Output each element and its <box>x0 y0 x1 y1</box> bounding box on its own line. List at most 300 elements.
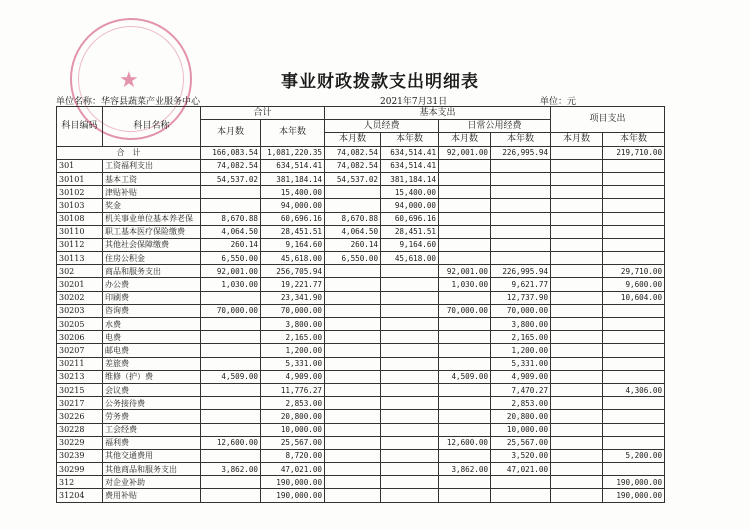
amount-cell <box>381 331 439 344</box>
page-title: 事业财政拨款支出明细表 <box>281 72 479 92</box>
amount-cell <box>381 265 439 278</box>
amount-cell: 70,000.00 <box>201 304 261 317</box>
amount-cell <box>381 344 439 357</box>
amount-cell <box>381 291 439 304</box>
amount-cell: 20,800.00 <box>261 410 325 423</box>
amount-cell <box>201 318 261 331</box>
table-row <box>57 436 665 449</box>
amount-cell: 1,200.00 <box>261 344 325 357</box>
amount-cell: 3,800.00 <box>261 318 325 331</box>
amount-cell: 12,600.00 <box>201 436 261 449</box>
amount-cell <box>491 252 551 265</box>
amount-cell <box>603 238 665 251</box>
amount-cell: 5,331.00 <box>491 357 551 370</box>
header-code: 科目编码 <box>57 107 103 147</box>
table-row <box>57 449 665 462</box>
amount-cell <box>325 186 381 199</box>
amount-cell <box>491 172 551 185</box>
header-daily-year: 本年数 <box>491 133 551 146</box>
amount-cell <box>491 199 551 212</box>
amount-cell <box>201 489 261 502</box>
amount-cell <box>603 410 665 423</box>
table-row <box>57 199 665 212</box>
amount-cell <box>439 159 491 172</box>
amount-cell <box>439 449 491 462</box>
account-code: 30226 <box>57 410 103 423</box>
amount-cell <box>603 423 665 436</box>
table-row <box>57 357 665 370</box>
amount-cell <box>325 318 381 331</box>
amount-cell <box>603 172 665 185</box>
amount-cell <box>325 357 381 370</box>
amount-cell: 74,082.54 <box>201 159 261 172</box>
amount-cell: 2,853.00 <box>491 397 551 410</box>
table-row <box>57 476 665 489</box>
account-code: 302 <box>57 265 103 278</box>
account-name: 电费 <box>103 331 201 344</box>
account-name: 办公费 <box>103 278 201 291</box>
amount-cell: 94,000.00 <box>261 199 325 212</box>
total-row <box>57 146 665 159</box>
account-name: 维修（护）费 <box>103 370 201 383</box>
table-row <box>57 186 665 199</box>
amount-cell: 381,184.14 <box>261 172 325 185</box>
amount-cell <box>491 159 551 172</box>
amount-cell <box>439 252 491 265</box>
account-code: 30102 <box>57 186 103 199</box>
amount-cell <box>551 476 603 489</box>
amount-cell <box>551 212 603 225</box>
amount-cell: 45,618.00 <box>381 252 439 265</box>
account-name: 商品和服务支出 <box>103 265 201 278</box>
amount-cell: 54,537.02 <box>201 172 261 185</box>
table-row <box>57 265 665 278</box>
header-project-month: 本月数 <box>551 133 603 146</box>
header-project-year: 本年数 <box>603 133 665 146</box>
header-row-1 <box>57 107 665 120</box>
account-name: 劳务费 <box>103 410 201 423</box>
account-code: 30110 <box>57 225 103 238</box>
amount-cell: 3,862.00 <box>201 463 261 476</box>
account-name: 印刷费 <box>103 291 201 304</box>
amount-cell: 47,021.00 <box>491 463 551 476</box>
amount-cell: 2,165.00 <box>491 331 551 344</box>
amount-cell <box>603 344 665 357</box>
amount-cell: 28,451.51 <box>381 225 439 238</box>
amount-cell: 10,604.00 <box>603 291 665 304</box>
amount-cell: 25,567.00 <box>491 436 551 449</box>
amount-cell <box>551 436 603 449</box>
amount-cell: 3,520.00 <box>491 449 551 462</box>
account-code: 30201 <box>57 278 103 291</box>
account-code: 30103 <box>57 199 103 212</box>
amount-cell <box>201 357 261 370</box>
amount-cell <box>439 476 491 489</box>
amount-cell: 9,164.60 <box>261 238 325 251</box>
amount-cell: 92,001.00 <box>439 265 491 278</box>
account-code: 30113 <box>57 252 103 265</box>
amount-cell <box>381 304 439 317</box>
amount-cell <box>325 331 381 344</box>
amount-cell: 4,509.00 <box>201 370 261 383</box>
amount-cell: 190,000.00 <box>603 476 665 489</box>
amount-cell <box>491 489 551 502</box>
amount-cell <box>381 436 439 449</box>
account-name: 差旅费 <box>103 357 201 370</box>
total-cell: 219,710.00 <box>603 146 665 159</box>
amount-cell <box>325 423 381 436</box>
total-cell: 226,995.94 <box>491 146 551 159</box>
amount-cell <box>325 383 381 396</box>
amount-cell <box>325 265 381 278</box>
account-name: 水费 <box>103 318 201 331</box>
table-row <box>57 397 665 410</box>
account-name: 工会经费 <box>103 423 201 436</box>
header-name: 科目名称 <box>103 107 201 147</box>
amount-cell <box>551 397 603 410</box>
amount-cell: 94,000.00 <box>381 199 439 212</box>
table-row <box>57 278 665 291</box>
amount-cell <box>201 449 261 462</box>
account-code: 30112 <box>57 238 103 251</box>
amount-cell: 47,021.00 <box>261 463 325 476</box>
amount-cell <box>603 318 665 331</box>
table-row <box>57 370 665 383</box>
amount-cell <box>439 383 491 396</box>
table-row <box>57 304 665 317</box>
amount-cell: 92,001.00 <box>201 265 261 278</box>
table-row <box>57 225 665 238</box>
amount-cell: 11,776.27 <box>261 383 325 396</box>
account-name: 其他商品和服务支出 <box>103 463 201 476</box>
amount-cell <box>439 212 491 225</box>
amount-cell <box>439 172 491 185</box>
amount-cell <box>551 331 603 344</box>
amount-cell <box>551 199 603 212</box>
account-code: 30215 <box>57 383 103 396</box>
account-code: 30229 <box>57 436 103 449</box>
amount-cell <box>201 397 261 410</box>
account-code: 30205 <box>57 318 103 331</box>
amount-cell: 7,470.27 <box>491 383 551 396</box>
amount-cell <box>439 331 491 344</box>
account-name: 津贴补贴 <box>103 186 201 199</box>
header-total-month: 本月数 <box>201 120 261 146</box>
header-personnel-year: 本年数 <box>381 133 439 146</box>
account-name: 福利费 <box>103 436 201 449</box>
account-name: 其他交通费用 <box>103 449 201 462</box>
amount-cell <box>603 357 665 370</box>
header-daily: 日常公用经费 <box>439 120 551 133</box>
amount-cell <box>325 489 381 502</box>
amount-cell: 4,509.00 <box>439 370 491 383</box>
amount-cell: 2,165.00 <box>261 331 325 344</box>
amount-cell <box>325 436 381 449</box>
amount-cell: 8,720.00 <box>261 449 325 462</box>
amount-cell <box>551 304 603 317</box>
amount-cell <box>551 278 603 291</box>
amount-cell <box>325 449 381 462</box>
amount-cell: 190,000.00 <box>261 476 325 489</box>
amount-cell <box>491 225 551 238</box>
amount-cell <box>439 318 491 331</box>
amount-cell <box>491 212 551 225</box>
amount-cell <box>439 225 491 238</box>
amount-cell: 5,331.00 <box>261 357 325 370</box>
amount-cell <box>603 370 665 383</box>
table-row <box>57 318 665 331</box>
amount-cell <box>439 397 491 410</box>
amount-cell <box>381 449 439 462</box>
amount-cell <box>381 476 439 489</box>
amount-cell <box>551 225 603 238</box>
account-code: 30101 <box>57 172 103 185</box>
amount-cell: 19,221.77 <box>261 278 325 291</box>
account-code: 312 <box>57 476 103 489</box>
account-name: 邮电费 <box>103 344 201 357</box>
amount-cell <box>381 278 439 291</box>
amount-cell: 634,514.41 <box>381 159 439 172</box>
amount-cell <box>439 357 491 370</box>
account-code: 30207 <box>57 344 103 357</box>
amount-cell: 15,400.00 <box>381 186 439 199</box>
amount-cell <box>325 291 381 304</box>
amount-cell: 20,800.00 <box>491 410 551 423</box>
header-project: 项目支出 <box>551 107 665 133</box>
amount-cell: 1,030.00 <box>439 278 491 291</box>
amount-cell <box>439 186 491 199</box>
amount-cell <box>551 449 603 462</box>
amount-cell <box>439 410 491 423</box>
amount-cell: 226,995.94 <box>491 265 551 278</box>
amount-cell: 260.14 <box>201 238 261 251</box>
table-row <box>57 291 665 304</box>
amount-cell <box>201 423 261 436</box>
account-name: 费用补贴 <box>103 489 201 502</box>
header-total: 合计 <box>201 107 325 120</box>
account-name: 其他社会保障缴费 <box>103 238 201 251</box>
amount-cell <box>325 463 381 476</box>
amount-cell <box>551 186 603 199</box>
table-row <box>57 252 665 265</box>
account-code: 31204 <box>57 489 103 502</box>
total-cell <box>551 146 603 159</box>
amount-cell <box>381 318 439 331</box>
table-row <box>57 212 665 225</box>
amount-cell <box>551 370 603 383</box>
amount-cell <box>551 252 603 265</box>
amount-cell <box>439 344 491 357</box>
amount-cell <box>551 159 603 172</box>
amount-cell: 10,000.00 <box>491 423 551 436</box>
account-code: 30206 <box>57 331 103 344</box>
table-row <box>57 172 665 185</box>
account-code: 30203 <box>57 304 103 317</box>
amount-cell <box>491 476 551 489</box>
amount-cell <box>551 489 603 502</box>
unit-name: 单位名称：华容县蔬菜产业服务中心 <box>56 97 201 107</box>
total-cell: 1,081,220.35 <box>261 146 325 159</box>
amount-cell <box>325 397 381 410</box>
amount-cell <box>381 489 439 502</box>
amount-cell: 9,600.00 <box>603 278 665 291</box>
amount-cell <box>201 199 261 212</box>
account-name: 职工基本医疗保险缴费 <box>103 225 201 238</box>
total-label: 合 计 <box>57 146 201 159</box>
amount-cell <box>201 476 261 489</box>
amount-cell <box>325 199 381 212</box>
expenditure-table <box>56 106 665 503</box>
amount-cell <box>551 344 603 357</box>
table-row <box>57 344 665 357</box>
amount-cell <box>439 291 491 304</box>
account-name: 对企业补助 <box>103 476 201 489</box>
seal-star-icon: ★ <box>119 68 139 93</box>
amount-cell <box>325 304 381 317</box>
amount-cell <box>381 397 439 410</box>
amount-cell: 54,537.02 <box>325 172 381 185</box>
amount-cell: 6,550.00 <box>201 252 261 265</box>
amount-cell <box>603 304 665 317</box>
amount-cell: 4,064.50 <box>201 225 261 238</box>
total-cell: 166,083.54 <box>201 146 261 159</box>
amount-cell <box>439 489 491 502</box>
amount-cell <box>325 410 381 423</box>
amount-cell: 2,853.00 <box>261 397 325 410</box>
amount-cell: 260.14 <box>325 238 381 251</box>
amount-cell: 4,306.00 <box>603 383 665 396</box>
amount-cell <box>439 423 491 436</box>
table-row <box>57 463 665 476</box>
amount-cell: 25,567.00 <box>261 436 325 449</box>
amount-cell: 9,164.60 <box>381 238 439 251</box>
amount-cell <box>603 199 665 212</box>
amount-cell <box>381 423 439 436</box>
amount-cell <box>551 318 603 331</box>
amount-cell <box>551 291 603 304</box>
amount-cell: 29,710.00 <box>603 265 665 278</box>
account-name: 机关事业单位基本养老保 <box>103 212 201 225</box>
amount-cell: 4,909.00 <box>261 370 325 383</box>
amount-cell <box>381 357 439 370</box>
amount-cell <box>201 291 261 304</box>
amount-cell <box>381 463 439 476</box>
amount-cell <box>603 252 665 265</box>
amount-cell <box>551 357 603 370</box>
amount-cell <box>201 383 261 396</box>
table-row <box>57 489 665 502</box>
account-code: 30211 <box>57 357 103 370</box>
amount-cell: 8,670.88 <box>201 212 261 225</box>
account-code: 30108 <box>57 212 103 225</box>
amount-cell: 1,200.00 <box>491 344 551 357</box>
amount-cell: 256,705.94 <box>261 265 325 278</box>
table-row <box>57 383 665 396</box>
amount-cell <box>381 383 439 396</box>
amount-cell: 74,082.54 <box>325 159 381 172</box>
amount-cell <box>551 383 603 396</box>
amount-cell <box>603 397 665 410</box>
amount-cell <box>551 463 603 476</box>
amount-cell <box>551 265 603 278</box>
account-code: 30213 <box>57 370 103 383</box>
amount-cell <box>325 344 381 357</box>
account-code: 30299 <box>57 463 103 476</box>
amount-cell <box>201 344 261 357</box>
amount-cell <box>201 410 261 423</box>
amount-cell <box>439 199 491 212</box>
amount-cell: 8,670.88 <box>325 212 381 225</box>
amount-cell <box>603 225 665 238</box>
amount-cell <box>603 159 665 172</box>
header-daily-month: 本月数 <box>439 133 491 146</box>
account-name: 公务接待费 <box>103 397 201 410</box>
report-date: 2021年7月31日 <box>380 97 448 107</box>
account-code: 30217 <box>57 397 103 410</box>
amount-cell <box>603 463 665 476</box>
amount-cell: 190,000.00 <box>603 489 665 502</box>
amount-cell: 1,030.00 <box>201 278 261 291</box>
amount-cell: 190,000.00 <box>261 489 325 502</box>
account-name: 住房公积金 <box>103 252 201 265</box>
amount-cell: 28,451.51 <box>261 225 325 238</box>
amount-cell <box>603 212 665 225</box>
account-code: 30239 <box>57 449 103 462</box>
amount-cell: 15,400.00 <box>261 186 325 199</box>
account-name: 奖金 <box>103 199 201 212</box>
amount-cell <box>491 238 551 251</box>
table-row <box>57 423 665 436</box>
amount-cell: 12,737.90 <box>491 291 551 304</box>
amount-cell: 4,909.00 <box>491 370 551 383</box>
amount-cell: 10,000.00 <box>261 423 325 436</box>
amount-cell <box>603 436 665 449</box>
amount-cell <box>603 186 665 199</box>
account-code: 30228 <box>57 423 103 436</box>
amount-cell: 6,550.00 <box>325 252 381 265</box>
amount-cell <box>201 186 261 199</box>
amount-cell: 70,000.00 <box>261 304 325 317</box>
total-cell: 74,082.54 <box>325 146 381 159</box>
currency-unit: 单位：元 <box>540 97 577 107</box>
table-row <box>57 410 665 423</box>
amount-cell <box>551 423 603 436</box>
amount-cell <box>439 238 491 251</box>
amount-cell: 9,621.77 <box>491 278 551 291</box>
amount-cell <box>603 331 665 344</box>
amount-cell <box>551 410 603 423</box>
amount-cell <box>491 186 551 199</box>
amount-cell: 70,000.00 <box>491 304 551 317</box>
table-row <box>57 331 665 344</box>
account-code: 301 <box>57 159 103 172</box>
amount-cell: 60,696.16 <box>381 212 439 225</box>
amount-cell: 634,514.41 <box>261 159 325 172</box>
account-name: 工资福利支出 <box>103 159 201 172</box>
account-name: 咨询费 <box>103 304 201 317</box>
amount-cell: 3,800.00 <box>491 318 551 331</box>
amount-cell: 60,696.16 <box>261 212 325 225</box>
account-code: 30202 <box>57 291 103 304</box>
total-cell: 92,001.00 <box>439 146 491 159</box>
header-personnel-month: 本月数 <box>325 133 381 146</box>
amount-cell: 23,341.90 <box>261 291 325 304</box>
account-name: 会议费 <box>103 383 201 396</box>
amount-cell: 4,064.50 <box>325 225 381 238</box>
header-personnel: 人员经费 <box>325 120 439 133</box>
amount-cell <box>325 476 381 489</box>
amount-cell: 45,618.00 <box>261 252 325 265</box>
